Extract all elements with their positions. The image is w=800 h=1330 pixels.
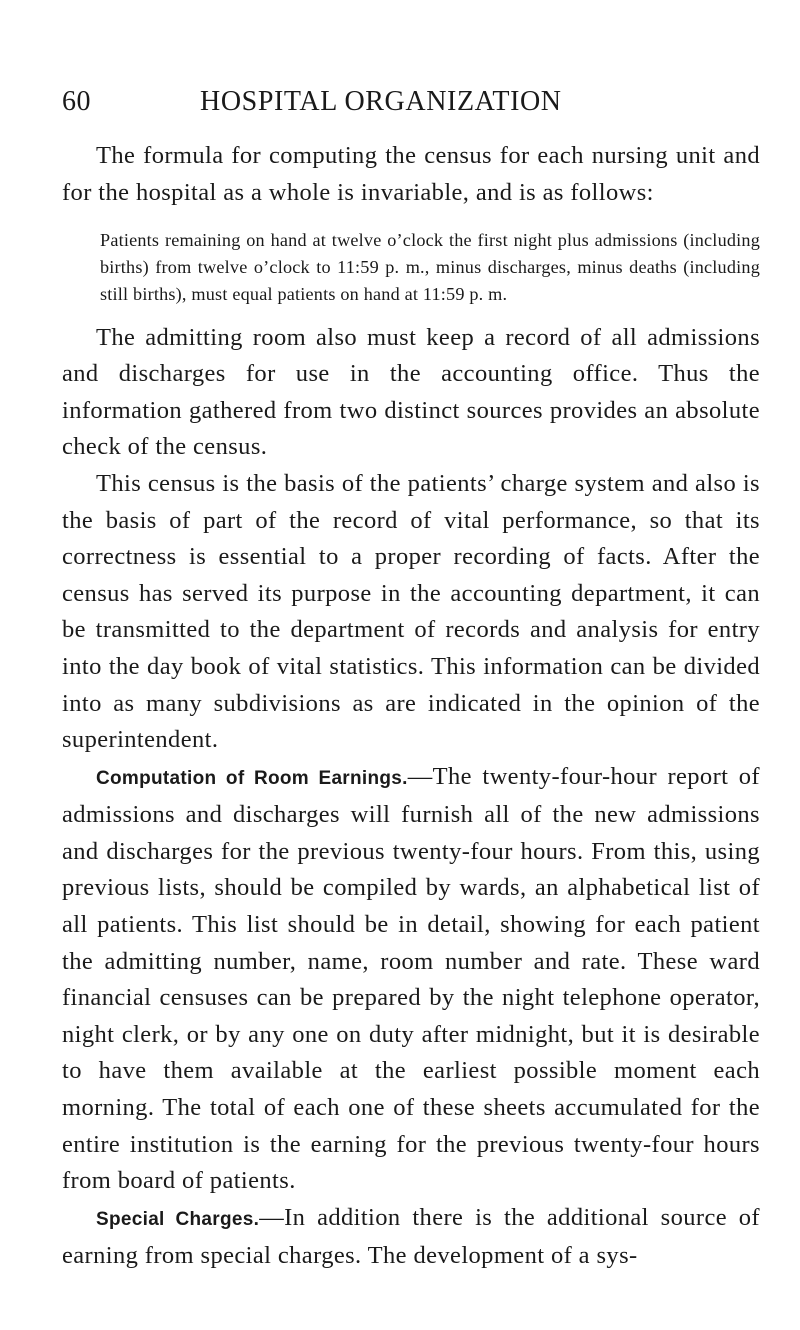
paragraph-census-basis: This census is the basis of the patients’ charge system and also is the basis of part of the record of vital performance, so that its correctness is essential to a proper recording of facts. After the census has served its purpose in the accounting department, it can be transmitted to the department of records and analysis for entry into the day book of vital statistics. This information can be divided into as many subdivisions as are indicated in the opinion of the superintendent. [62, 469, 760, 754]
text-room-earnings: —The twenty-four-hour report of admissions and discharges will furnish all of the new admissions and discharges for the previous twenty-four hours. From this, using previous lists, should be compiled by wards, an alphabetical list of all patients. This list should be in detail, showing for each patient the admitting number, name, room number and rate. These ward financial censuses can be prepared by the night telephone operator, night clerk, or by any one on duty after midnight, but it is desirable to have them available at the earliest possible moment each morning. The total of each one of these sheets accumulated for the entire institution is the earning for the previous twenty-four hours from board of patients. [62, 762, 760, 1195]
running-head [62, 86, 762, 126]
text-special-charges: —In addition there is the additional source of earning from special charges. The development of a sys- [62, 1203, 760, 1270]
heading-room-earnings: Computation of Room Earnings. [96, 767, 408, 789]
paragraph-census-formula-intro: The formula for computing the census for each nursing unit and for the hospital as a whole is invariable, and is as follows: [62, 142, 760, 206]
running-title: HOSPITAL ORGANIZATION [200, 86, 562, 117]
paragraph-room-earnings [62, 759, 760, 1200]
heading-special-charges: Special Charges. [96, 1208, 260, 1230]
census-formula-quote: Patients remaining on hand at twelve o’clock the first night plus admissions (including births) from twelve o’clock to 11:59 p. m., minus discharges, minus deaths (including still births), must equal patients on hand at 11:59 p. m. [100, 230, 760, 304]
paragraph-special-charges [62, 1200, 760, 1275]
page-number: 60 [62, 86, 91, 117]
body-text [62, 138, 760, 1275]
paragraph-admitting-room: The admitting room also must keep a record of all admissions and discharges for use in the accounting office. Thus the information gathered from two distinct sources provides an absolute check of the census. [62, 323, 760, 461]
